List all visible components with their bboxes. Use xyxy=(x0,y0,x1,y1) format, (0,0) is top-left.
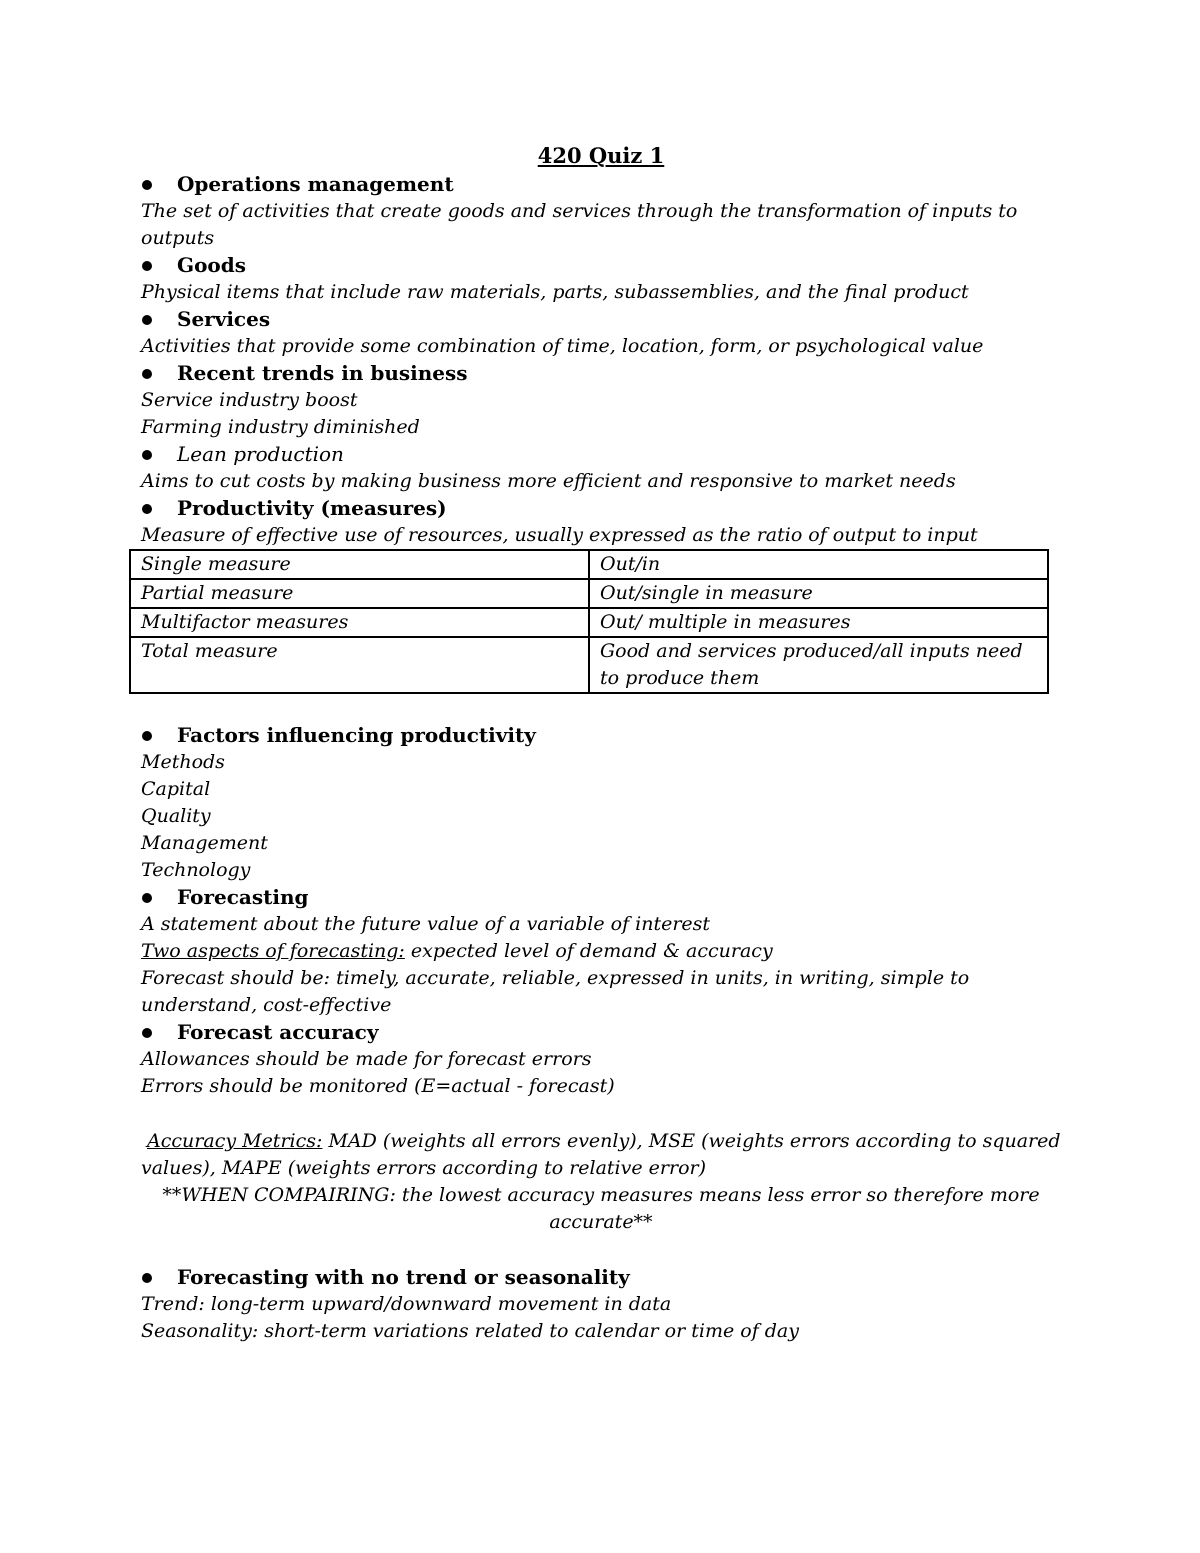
factor-item: Technology xyxy=(141,859,251,881)
table-row xyxy=(130,608,1048,637)
services-definition: Activities that provide some combination of time, location, form, or psychological value xyxy=(141,335,984,357)
trend-item: Farming industry diminished xyxy=(141,416,420,438)
forecast-should-line2: understand, cost-effective xyxy=(141,994,392,1016)
table-row xyxy=(130,637,1048,693)
forecasting-aspects xyxy=(141,938,1061,965)
heading-productivity: Productivity (measures) xyxy=(177,496,447,520)
table-row xyxy=(130,550,1048,579)
factor-item: Management xyxy=(141,832,268,854)
bullet-goods xyxy=(141,252,1061,279)
heading-forecasting: Forecasting xyxy=(177,885,309,909)
ops-definition-line2: outputs xyxy=(141,227,215,249)
lean-definition: Aims to cut costs by making business more efficient and responsive to market needs xyxy=(141,470,956,492)
bullet-dot-icon xyxy=(142,450,152,460)
comparing-note-line1: **WHEN COMPAIRING: the lowest accuracy measures means less error so therefore more xyxy=(162,1184,1040,1206)
heading-factors: Factors influencing productivity xyxy=(177,723,536,747)
bullet-forecasting xyxy=(141,884,1061,911)
heading-operations-management: Operations management xyxy=(177,172,454,196)
table-cell: Total measure xyxy=(130,637,589,693)
trend-item: Service industry boost xyxy=(141,389,358,411)
table-cell: Out/single in measure xyxy=(589,579,1048,608)
bullet-dot-icon xyxy=(142,261,152,271)
bullet-dot-icon xyxy=(142,1028,152,1038)
trend-definition: Trend: long-term upward/downward movement in data xyxy=(141,1293,672,1315)
aspects-label: Two aspects of forecasting: xyxy=(141,940,405,962)
factor-item: Methods xyxy=(141,751,225,773)
accuracy-line2: Errors should be monitored (E=actual - forecast) xyxy=(141,1075,615,1097)
bullet-services xyxy=(141,306,1061,333)
bullet-dot-icon xyxy=(142,315,152,325)
productivity-definition: Measure of effective use of resources, usually expressed as the ratio of output to input xyxy=(141,524,978,546)
factor-item: Quality xyxy=(141,805,211,827)
heading-forecast-accuracy: Forecast accuracy xyxy=(177,1020,379,1044)
table-cell: Partial measure xyxy=(130,579,589,608)
heading-recent-trends: Recent trends in business xyxy=(177,361,468,385)
bullet-lean-production xyxy=(141,441,1061,468)
productivity-measures-table xyxy=(129,549,1049,694)
bullet-dot-icon xyxy=(142,731,152,741)
document-title: 420 Quiz 1 xyxy=(537,143,665,168)
table-cell: Multifactor measures xyxy=(130,608,589,637)
forecast-should-line1: Forecast should be: timely, accurate, reliable, expressed in units, in writing, simple to xyxy=(141,967,970,989)
comparing-note-line2: accurate** xyxy=(549,1211,653,1233)
table-cell: Good and services produced/all inputs need to produce them xyxy=(589,637,1048,693)
heading-goods: Goods xyxy=(177,253,247,277)
bullet-dot-icon xyxy=(142,180,152,190)
accuracy-metrics-line1 xyxy=(141,1128,1061,1155)
document-body xyxy=(141,141,1061,1345)
ops-definition-line1: The set of activities that create goods and services through the transformation of inputs to xyxy=(141,200,1018,222)
bullet-dot-icon xyxy=(142,369,152,379)
bullet-dot-icon xyxy=(142,504,152,514)
heading-lean-production: Lean production xyxy=(177,442,344,466)
table-cell: Out/in xyxy=(589,550,1048,579)
seasonality-definition: Seasonality: short-term variations related to calendar or time of day xyxy=(141,1320,799,1342)
bullet-dot-icon xyxy=(142,893,152,903)
bullet-factors xyxy=(141,722,1061,749)
goods-definition: Physical items that include raw materials, parts, subassemblies, and the final product xyxy=(141,281,969,303)
bullet-recent-trends xyxy=(141,360,1061,387)
bullet-no-trend xyxy=(141,1264,1061,1291)
table-row xyxy=(130,579,1048,608)
table-cell: Out/ multiple in measures xyxy=(589,608,1048,637)
accuracy-line1: Allowances should be made for forecast errors xyxy=(141,1048,592,1070)
bullet-productivity xyxy=(141,495,1061,522)
bullet-operations-management xyxy=(141,171,1061,198)
metrics-text: MAD (weights all errors evenly), MSE (weights errors according to squared xyxy=(322,1130,1061,1152)
accuracy-metrics-line2: values), MAPE (weights errors according to relative error) xyxy=(141,1157,706,1179)
bullet-dot-icon xyxy=(142,1273,152,1283)
table-cell: Single measure xyxy=(130,550,589,579)
bullet-forecast-accuracy xyxy=(141,1019,1061,1046)
heading-services: Services xyxy=(177,307,271,331)
heading-no-trend: Forecasting with no trend or seasonality xyxy=(177,1265,630,1289)
metrics-label: Accuracy Metrics: xyxy=(147,1130,323,1152)
aspects-text: expected level of demand & accuracy xyxy=(404,940,773,962)
factor-item: Capital xyxy=(141,778,211,800)
forecasting-definition: A statement about the future value of a variable of interest xyxy=(141,913,711,935)
